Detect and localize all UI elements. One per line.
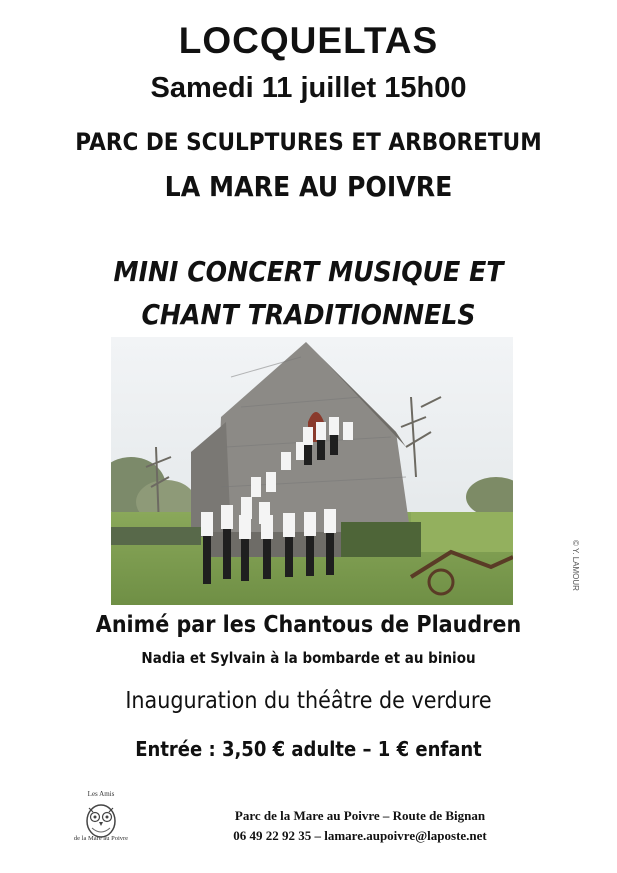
venue-line-1: PARC DE SCULPTURES ET ARBORETUM: [75, 128, 542, 156]
owl-icon: [70, 790, 132, 852]
event-date: Samedi 11 juillet 15h00: [150, 72, 467, 104]
event-line-2: CHANT TRADITIONNELS: [141, 298, 476, 331]
event-line-1: MINI CONCERT MUSIQUE ET: [113, 255, 504, 288]
logo-top-text: Les Amis: [87, 790, 115, 798]
photo-credit: © Y. LAMOUR: [571, 540, 580, 591]
association-logo: [70, 790, 132, 852]
footer-address: Parc de la Mare au Poivre – Route de Bignan: [234, 808, 486, 823]
inauguration-line: Inauguration du théâtre de verdure: [125, 688, 492, 714]
chapel-group-photo: [111, 337, 513, 605]
venue-line-2: LA MARE AU POIVRE: [164, 170, 453, 203]
footer-contact: 06 49 22 92 35 – lamare.aupoivre@laposte.net: [233, 828, 487, 843]
admission-price: Entrée : 3,50 € adulte – 1 € enfant: [135, 737, 482, 761]
performers-line: Animé par les Chantous de Plaudren: [95, 612, 522, 638]
poster-title: LOCQUELTAS: [178, 20, 439, 61]
musicians-line: Nadia et Sylvain à la bombarde et au biniou: [141, 649, 476, 667]
logo-bottom-text: de la Mare au Poivre: [73, 835, 129, 842]
